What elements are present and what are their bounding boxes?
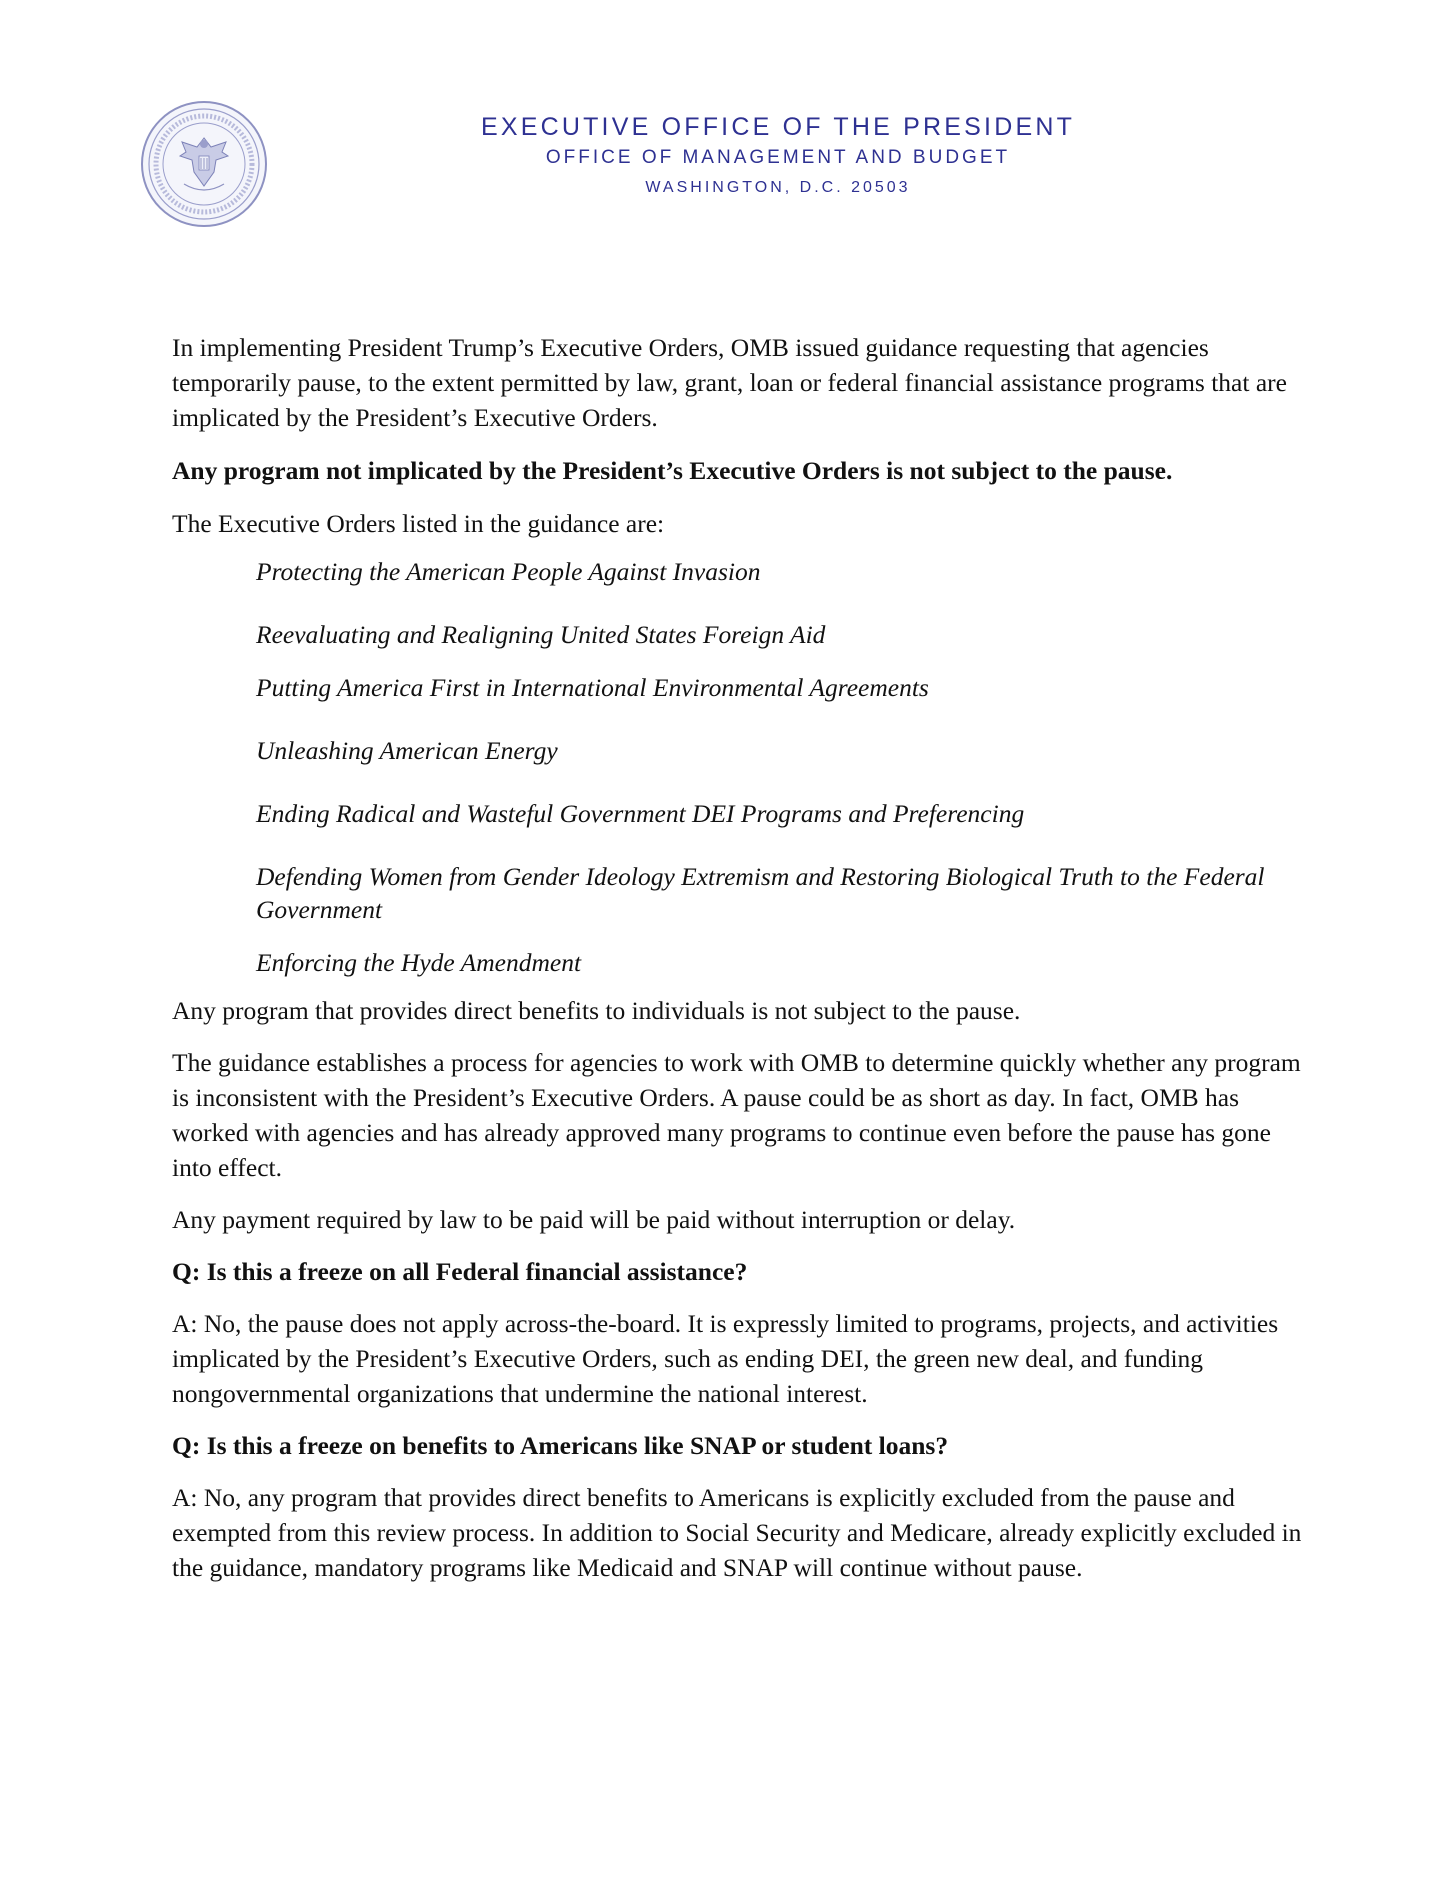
answer-2: A: No, any program that provides direct benefits to Americans is explicitly excluded from the pause and exempted from this review process. In addition to Social Security and Medicare, already explicitly excluded in the guidance, mandatory programs like Medicaid and SNAP will continue without pause. (172, 1483, 1302, 1582)
executive-order-item: Enforcing the Hyde Amendment (256, 948, 582, 977)
letterhead (0, 112, 1456, 202)
executive-order-item: Defending Women from Gender Ideology Extremism and Restoring Biological Truth to the Federal Government (256, 862, 1265, 924)
direct-benefits-paragraph: Any program that provides direct benefits to individuals is not subject to the pause. (172, 996, 1021, 1025)
question-2: Q: Is this a freeze on benefits to Americans like SNAP or student loans? (172, 1431, 949, 1460)
letterhead-agency: OFFICE OF MANAGEMENT AND BUDGET (545, 147, 1011, 168)
executive-order-item: Putting America First in International Environmental Agreements (256, 673, 929, 702)
answer-1: A: No, the pause does not apply across-the-board. It is expressly limited to programs, projects, and activities implicated by the President’s Executive Orders, such as ending DEI, the green new deal, and funding nongovernmental organizations that undermine the national interest. (172, 1309, 1279, 1408)
executive-orders-intro: The Executive Orders listed in the guidance are: (172, 509, 665, 538)
intro-paragraph: In implementing President Trump’s Executive Orders, OMB issued guidance requesting that agencies temporarily pause, to the extent permitted by law, grant, loan or federal financial assistance programs that are implicated by the President’s Executive Orders. (172, 333, 1287, 432)
letterhead-address: WASHINGTON, D.C. 20503 (645, 179, 911, 196)
process-paragraph: The guidance establishes a process for agencies to work with OMB to determine quickly whether any program is inconsistent with the President’s Executive Orders. A pause could be as short as day. In fact, OMB has worked with agencies and has already approved many programs to continue even before the pause has gone into effect. (172, 1048, 1301, 1182)
executive-order-item: Protecting the American People Against Invasion (256, 557, 761, 586)
payment-paragraph: Any payment required by law to be paid will be paid without interruption or delay. (172, 1205, 1016, 1234)
letterhead-office: EXECUTIVE OFFICE OF THE PRESIDENT (480, 113, 1076, 141)
executive-orders-list (172, 555, 1302, 979)
executive-order-item: Reevaluating and Realigning United States Foreign Aid (256, 620, 826, 649)
not-implicated-statement: Any program not implicated by the President’s Executive Orders is not subject to the pause. (172, 456, 1173, 485)
executive-order-item: Ending Radical and Wasteful Government DEI Programs and Preferencing (256, 799, 1025, 828)
memo-body (172, 330, 1302, 1602)
executive-order-item: Unleashing American Energy (256, 736, 558, 765)
question-1: Q: Is this a freeze on all Federal financial assistance? (172, 1257, 748, 1286)
